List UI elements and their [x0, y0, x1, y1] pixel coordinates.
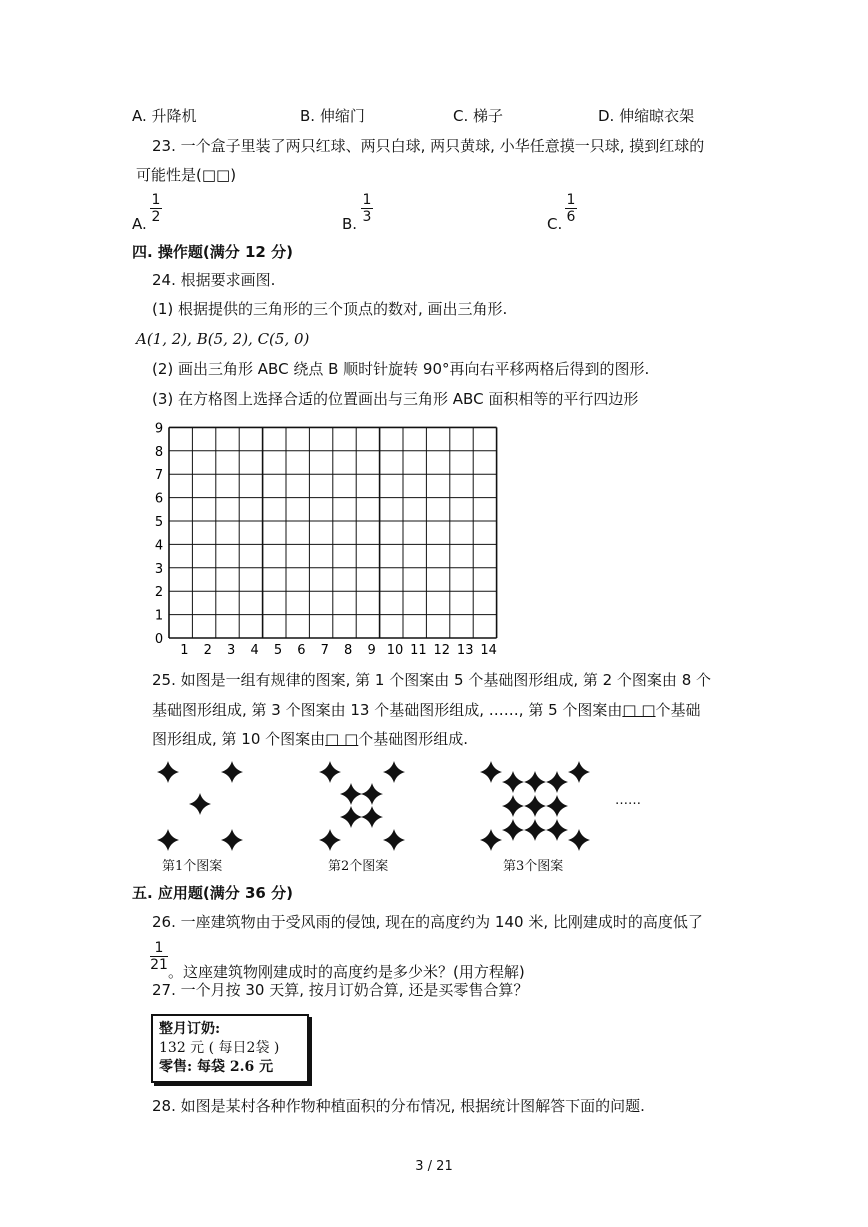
star-shape — [157, 761, 179, 783]
grid-y-tick-label: 4 — [154, 538, 164, 554]
q24-points: A(1, 2), B(5, 2), C(5, 0) — [136, 330, 310, 348]
fraction-denominator: 21 — [150, 957, 168, 973]
grid-y-tick-label: 2 — [154, 585, 164, 601]
star-shape — [221, 761, 243, 783]
q25-line2 — [152, 700, 701, 720]
star-shape — [361, 783, 383, 805]
star-shape — [157, 829, 179, 851]
pattern-ellipsis: …… — [615, 793, 641, 808]
pattern-1-caption: 第1个图案 — [162, 859, 223, 874]
star-shape — [546, 795, 568, 817]
q25-line3-text-b: 个基础图形组成. — [358, 730, 469, 748]
q23-option-c-prefix: C. — [547, 215, 563, 233]
grid-y-tick-label: 8 — [154, 444, 164, 460]
q27-price-box — [151, 1014, 309, 1083]
grid-y-tick-label: 3 — [154, 561, 164, 577]
star-shape — [480, 829, 502, 851]
star-shape — [568, 829, 590, 851]
q27-line1: 27. 一个月按 30 天算, 按月订奶合算, 还是买零售合算？ — [152, 981, 529, 999]
section-4-title: 四. 操作题(满分 12 分) — [132, 243, 293, 261]
star-shape — [546, 819, 568, 841]
q26-line2: 。这座建筑物刚建成时的高度约是多少米？(用方程解) — [168, 963, 525, 981]
star-shape — [524, 795, 546, 817]
q23-option-b-fraction — [361, 192, 373, 225]
star-shape — [502, 819, 524, 841]
star-shape — [189, 793, 211, 815]
fraction-numerator: 1 — [362, 192, 372, 208]
q25-line2-text-b: 个基础 — [655, 701, 701, 719]
grid-x-tick-label: 5 — [273, 643, 283, 658]
q22-option-a: A. 升降机 — [132, 107, 197, 125]
price-box-line-3: 零售: 每袋 2.6 元 — [159, 1059, 274, 1075]
grid-x-tick-label: 1 — [180, 643, 189, 658]
q24-part1: (1) 根据提供的三角形的三个顶点的数对, 画出三角形. — [152, 300, 508, 318]
star-shape — [502, 795, 524, 817]
q24-part2: (2) 画出三角形 ABC 绕点 B 顺时针旋转 90°再向右平移两格后得到的图形. — [152, 360, 650, 378]
page-number: 3 / 21 — [415, 1159, 453, 1174]
grid-x-tick-label: 2 — [203, 643, 212, 658]
star-shape — [524, 819, 546, 841]
price-box-line-2: 132 元 ( 每日2袋 ) — [159, 1040, 280, 1056]
grid-x-tick-label: 9 — [367, 643, 376, 658]
grid-y-tick-label: 0 — [154, 632, 164, 647]
star-patterns-figure — [140, 752, 660, 862]
q25-line1: 25. 如图是一组有规律的图案, 第 1 个图案由 5 个基础图形组成, 第 2 个图案由 8 个 — [152, 671, 712, 689]
grid-y-tick-label: 5 — [154, 515, 164, 530]
q25-line3 — [152, 729, 468, 749]
grid-x-tick-label: 6 — [297, 643, 306, 658]
star-shape — [546, 771, 568, 793]
q23-option-c-fraction — [565, 192, 577, 225]
grid-y-tick-label: 9 — [154, 421, 164, 437]
q28-line1: 28. 如图是某村各种作物种植面积的分布情况, 根据统计图解答下面的问题. — [152, 1097, 645, 1115]
grid-y-labels — [155, 421, 163, 647]
pattern-2-caption: 第2个图案 — [328, 859, 389, 874]
fraction-numerator: 1 — [154, 940, 164, 956]
grid-x-tick-label: 13 — [456, 643, 474, 658]
q24-title: 24. 根据要求画图. — [152, 271, 276, 289]
grid-y-tick-label: 1 — [154, 608, 164, 624]
q22-option-c: C. 梯子 — [453, 107, 504, 125]
star-shape — [480, 761, 502, 783]
q24-part3: (3) 在方格图上选择合适的位置画出与三角形 ABC 面积相等的平行四边形 — [152, 390, 639, 408]
star-shape — [502, 771, 524, 793]
q25-answer-blank-1[interactable]: □ □ — [622, 701, 656, 719]
star-shape — [568, 761, 590, 783]
q22-option-b: B. 伸缩门 — [300, 107, 365, 125]
grid-x-tick-label: 4 — [250, 643, 259, 658]
q25-line2-text-a: 基础图形组成, 第 3 个图案由 13 个基础图形组成, ……, 第 5 个图案由 — [152, 701, 623, 719]
price-box-line-1: 整月订奶: — [159, 1021, 221, 1037]
grid-x-tick-label: 12 — [433, 643, 451, 658]
grid-x-tick-label: 10 — [386, 643, 404, 658]
coordinate-grid[interactable] — [140, 418, 520, 662]
q25-line3-text-a: 图形组成, 第 10 个图案由 — [152, 730, 326, 748]
grid-x-labels — [180, 643, 497, 658]
star-shape — [221, 829, 243, 851]
grid-x-tick-label: 11 — [410, 643, 427, 658]
fraction-denominator: 3 — [362, 209, 372, 225]
q23-question-line2: 可能性是(□□) — [136, 166, 237, 184]
star-shape — [383, 829, 405, 851]
grid-x-tick-label: 7 — [320, 643, 329, 658]
star-shape — [340, 783, 362, 805]
star-shape — [340, 806, 362, 828]
section-5-title: 五. 应用题(满分 36 分) — [132, 884, 293, 902]
star-shape — [524, 771, 546, 793]
fraction-denominator: 2 — [151, 209, 161, 225]
q22-option-d: D. 伸缩晾衣架 — [598, 107, 695, 125]
q25-answer-blank-2[interactable]: □ □ — [325, 730, 359, 748]
grid-y-tick-label: 6 — [154, 491, 164, 507]
fraction-denominator: 6 — [566, 209, 576, 225]
star-patterns — [157, 761, 590, 851]
grid-y-tick-label: 7 — [154, 468, 164, 484]
star-shape — [319, 829, 341, 851]
q26-fraction — [150, 940, 168, 973]
q23-option-a-prefix: A. — [132, 215, 147, 233]
star-shape — [383, 761, 405, 783]
q23-question-line1: 23. 一个盒子里装了两只红球、两只白球, 两只黄球, 小华任意摸一只球, 摸到红球的 — [152, 137, 705, 155]
pattern-3-caption: 第3个图案 — [503, 859, 564, 874]
grid-x-tick-label: 3 — [227, 643, 236, 658]
q23-option-a-fraction — [150, 192, 162, 225]
grid-x-tick-label: 14 — [480, 643, 497, 658]
grid-x-tick-label: 8 — [344, 643, 353, 658]
fraction-numerator: 1 — [566, 192, 576, 208]
grid-lines — [169, 427, 497, 638]
q23-option-b-prefix: B. — [342, 215, 358, 233]
star-shape — [361, 806, 383, 828]
fraction-numerator: 1 — [151, 192, 161, 208]
q26-line1: 26. 一座建筑物由于受风雨的侵蚀, 现在的高度约为 140 米, 比刚建成时的高度低了 — [152, 913, 703, 931]
star-shape — [319, 761, 341, 783]
